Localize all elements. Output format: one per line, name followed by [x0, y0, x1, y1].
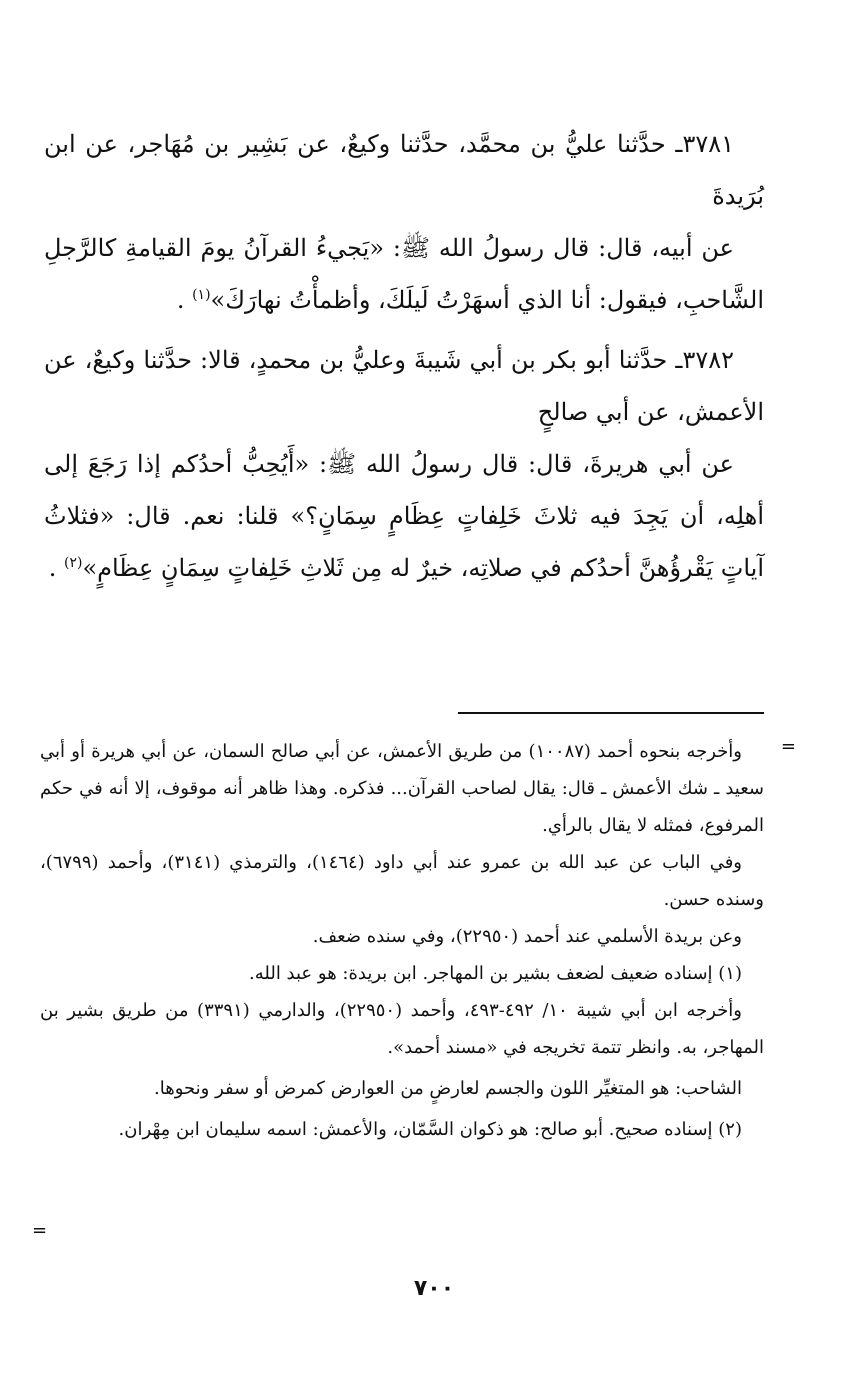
hadith-3781-matn-text: عن أبيه، قال: قال رسولُ الله ﷺ: «يَجيءُ القرآنُ يومَ القيامةِ كالرَّجلِ الشَّاحبِ، فيقول: أنا الذي أسهَرْتُ لَيلَكَ، وأظمأْتُ نهارَكَ» — [44, 234, 764, 314]
footnote-continued-3: وعن بريدة الأسلمي عند أحمد (٢٢٩٥٠)، وفي سنده ضعف. — [312, 926, 742, 947]
footnote-1-gloss: الشاحب: هو المتغيِّر اللون والجسم لعارضٍ من العوارض كمرض أو سفر ونحوها. — [154, 1078, 742, 1099]
hadith-3782-isnad-text: ٣٧٨٢ـ حدَّثنا أبو بكر بن أبي شَيبةَ وعليُّ بن محمدٍ، قالا: حدَّثنا وكيعٌ، عن الأعمش، عن أبي صالحٍ — [44, 346, 764, 426]
hadith-3781-isnad-text: ٣٧٨١ـ حدَّثنا عليُّ بن محمَّد، حدَّثنا وكيعٌ، عن بَشِير بن مُهَاجر، عن ابن بُرَيدةَ — [44, 130, 764, 210]
footnote-2: (٢) إسناده صحيح. أبو صالح: هو ذكوان السَّمّان، والأعمش: اسمه سليمان ابن مِهْران. — [118, 1119, 742, 1140]
footnote-1: (١) إسناده ضعيف لضعف بشير بن المهاجر. ابن بريدة: هو عبد الله. — [249, 963, 742, 984]
footnote-continued-2: وفي الباب عن عبد الله بن عمرو عند أبي داود (١٤٦٤)، والترمذي (٣١٤١)، وأحمد (٦٧٩٩)، وسنده حسن. — [40, 852, 764, 910]
footnote-ref-2[interactable]: (٢) — [63, 555, 83, 571]
footnote-ref-1[interactable]: (١) — [192, 287, 211, 303]
hadith-3782-isnad — [44, 334, 764, 438]
footnote-1-takhrij: وأخرجه ابن أبي شيبة ١٠/ ٤٩٢-٤٩٣، وأحمد (٢٢٩٥٠)، والدارمي (٣٣٩١) من طريق بشير بن المهاجر، به. وانظر تتمة تخريجه في «مسند أحمد». — [40, 1000, 764, 1058]
hadith-3782-end: . — [48, 554, 64, 582]
next-page-marker: = — [32, 1220, 48, 1241]
footnote-separator — [458, 712, 764, 714]
hadith-3781-isnad — [44, 118, 764, 222]
hadith-3782-matn — [44, 438, 764, 594]
hadith-3781-matn — [44, 222, 764, 326]
continuation-marker: = — [780, 736, 796, 757]
page-number: ٧٠٠ — [413, 1276, 455, 1301]
main-text — [44, 118, 764, 594]
hadith-3782-matn-text: عن أبي هريرةَ، قال: قال رسولُ الله ﷺ: «أَيُحِبُّ أحدُكم إذا رَجَعَ إلى أهلِه، أن يَجِدَ فيه ثلاثَ خَلِفاتٍ عِظَامٍ سِمَانٍ؟» قلنا: نعم. قال: «فثلاثُ آياتٍ يَقْرؤُهنَّ أحدُكم في صلاتِه، خيرٌ له مِن ثَلاثِ خَلِفاتٍ سِمَانٍ عِظَامٍ» — [44, 450, 764, 582]
footnotes — [40, 733, 764, 1148]
footnote-continued-1: وأخرجه بنحوه أحمد (١٠٠٨٧) من طريق الأعمش، عن أبي صالح السمان، عن أبي هريرة أو أبي سعيد ـ شك الأعمش ـ قال: يقال لصاحب القرآن... فذكره. وهذا ظاهر أنه موقوف، إلا أنه في حكم المرفوع، فمثله لا يقال بالرأي. — [40, 741, 764, 836]
hadith-3781-end: . — [176, 286, 193, 314]
